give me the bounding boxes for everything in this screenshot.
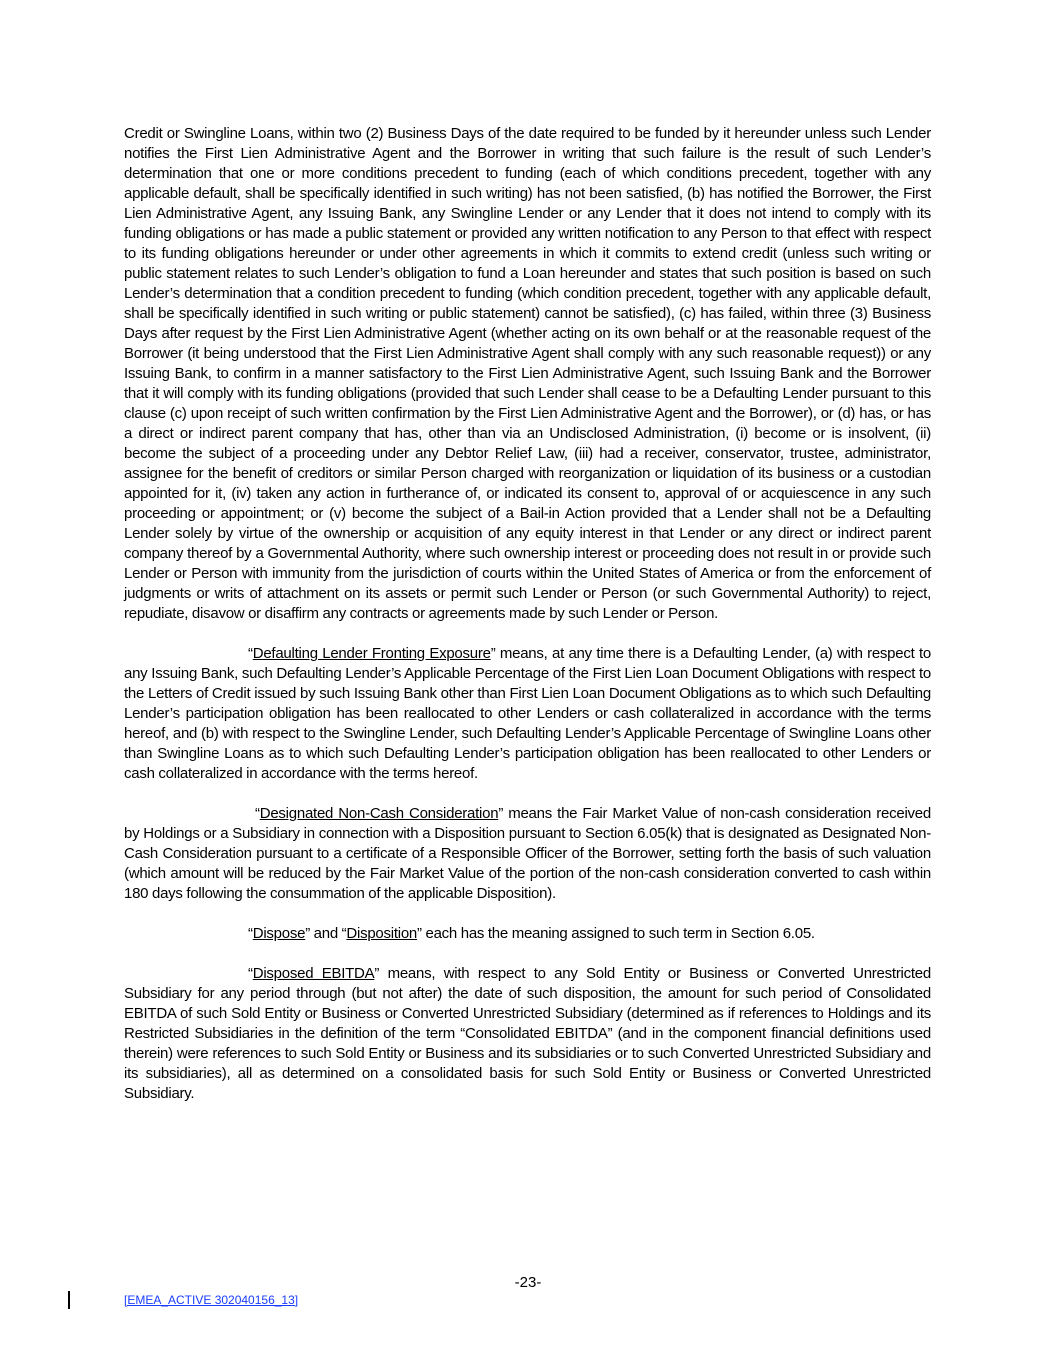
paragraph-text: “ xyxy=(248,645,253,662)
paragraph-text: “ xyxy=(248,965,253,982)
defined-term: Dispose xyxy=(252,925,306,942)
document-reference-link[interactable]: [EMEA_ACTIVE 302040156_13] xyxy=(124,1293,299,1307)
page-number: -23- xyxy=(514,1274,542,1291)
paragraph-defaulting-lender-continued xyxy=(124,124,931,624)
defined-term: Designated Non-Cash Consideration xyxy=(259,805,499,822)
paragraph-text: ” each has the meaning assigned to such term in Section 6.05. xyxy=(417,925,815,942)
paragraph-text: ” and “ xyxy=(305,925,347,942)
paragraph-text: ” means, with respect to any Sold Entity or Business or Converted Unrestricted Subsidiary for any period through (but not after) the date of such disposition, the amount for such period of Consolidated EBITDA of such Sold Entity or Business or Converted Unrestricted Subsidiary (determined as if references to Holdings and its Restricted Subsidiaries in the definition of the term “Consolidated EBITDA” (and in the component financial definitions used therein) were references to such Sold Entity or Business and its subsidiaries or to such Converted Unrestricted Subsidiary and its subsidiaries), all as determined on a consolidated basis for such Sold Entity or Business or Converted Unrestricted Subsidiary. xyxy=(124,965,931,1102)
paragraph-defaulting-lender-fronting-exposure xyxy=(124,644,931,784)
paragraph-text: Credit or Swingline Loans, within two (2) Business Days of the date required to be funded by it hereunder unless such Lender notifies the First Lien Administrative Agent and the Borrower in writing that such failure is the result of such Lender’s determination that one or more conditions precedent to funding (each of which conditions precedent, together with any applicable default, shall be specifically identified in such writing) has not been satisfied, (b) has notified the Borrower, the First Lien Administrative Agent, any Issuing Bank, any Swingline Lender or any Lender that it does not intend to comply with its funding obligations or has made a public statement or provided any written notification to any Person to that effect with respect to its funding obligations hereunder or under other agreements in which it commits to extend credit (unless such writing or public statement relates to such Lender’s obligation to fund a Loan hereunder and states that such position is based on such Lender’s determination that a condition precedent to funding (which condition precedent, together with any applicable default, shall be specifically identified in such writing or public statement) cannot be satisfied), (c) has failed, within three (3) Business Days after request by the First Lien Administrative Agent (whether acting on its own behalf or at the reasonable request of the Borrower (it being understood that the First Lien Administrative Agent shall comply with any such reasonable request)) or any Issuing Bank, to confirm in a manner satisfactory to the First Lien Administrative Agent, such Issuing Bank and the Borrower that it will comply with its funding obligations (provided that such Lender shall cease to be a Defaulting Lender pursuant to this clause (c) upon receipt of such written confirmation by the First Lien Administrative Agent and the Borrower), or (d) has, or has a direct or indirect parent company that has, other than via an Undisclosed Administration, (i) become or is insolvent, (ii) become the subject of a proceeding under any Debtor Relief Law, (iii) had a receiver, conservator, trustee, administrator, assignee for the benefit of creditors or similar Person charged with reorganization or liquidation of its business or a custodian appointed for it, (iv) taken any action in furtherance of, or indicated its consent to, approval of or acquiescence in any such proceeding or appointment; or (v) become the subject of a Bail-in Action provided that a Lender shall not be a Defaulting Lender solely by virtue of the ownership or acquisition of any equity interest in that Lender or any direct or indirect parent company thereof by a Governmental Authority, where such ownership interest or proceeding does not result in or provide such Lender or Person with immunity from the jurisdiction of courts within the United States of America or from the enforcement of judgments or writs of attachment on its assets or permit such Lender or Person (or such Governmental Authority) to reject, repudiate, disavow or disaffirm any contracts or agreements made by such Lender or Person. xyxy=(124,125,931,622)
change-bar xyxy=(68,1291,70,1309)
paragraph-text: ” means the Fair Market Value of non-cash consideration received by Holdings or a Subsidiary in connection with a Disposition pursuant to Section 6.05(k) that is designated as Designated Non-Cash Consideration pursuant to a certificate of a Responsible Officer of the Borrower, setting forth the basis of such valuation (which amount will be reduced by the Fair Market Value of the portion of the non-cash consideration converted to cash within 180 days following the consummation of the applicable Disposition). xyxy=(124,805,931,902)
paragraph-designated-non-cash-consideration xyxy=(124,804,931,904)
defined-term: Disposition xyxy=(346,925,418,942)
paragraph-text: “ xyxy=(248,925,253,942)
defined-term: Disposed EBITDA xyxy=(252,965,375,982)
paragraph-text: “ xyxy=(255,805,260,822)
document-body xyxy=(124,124,931,1124)
paragraph-disposed-ebitda xyxy=(124,964,931,1104)
paragraph-text: ” means, at any time there is a Defaulting Lender, (a) with respect to any Issuing Bank, such Defaulting Lender’s Applicable Percentage of the First Lien Loan Document Obligations with respect to the Letters of Credit issued by such Issuing Bank other than First Lien Loan Document Obligations as to which such Defaulting Lender’s participation obligation has been reallocated to other Lenders or cash collateralized in accordance with the terms hereof, and (b) with respect to the Swingline Lender, such Defaulting Lender’s Applicable Percentage of Swingline Loans other than Swingline Loans as to which such Defaulting Lender’s participation obligation has been reallocated to other Lenders or cash collateralized in accordance with the terms hereof. xyxy=(124,645,931,782)
paragraph-dispose-disposition xyxy=(124,924,931,944)
defined-term: Defaulting Lender Fronting Exposure xyxy=(252,645,491,662)
